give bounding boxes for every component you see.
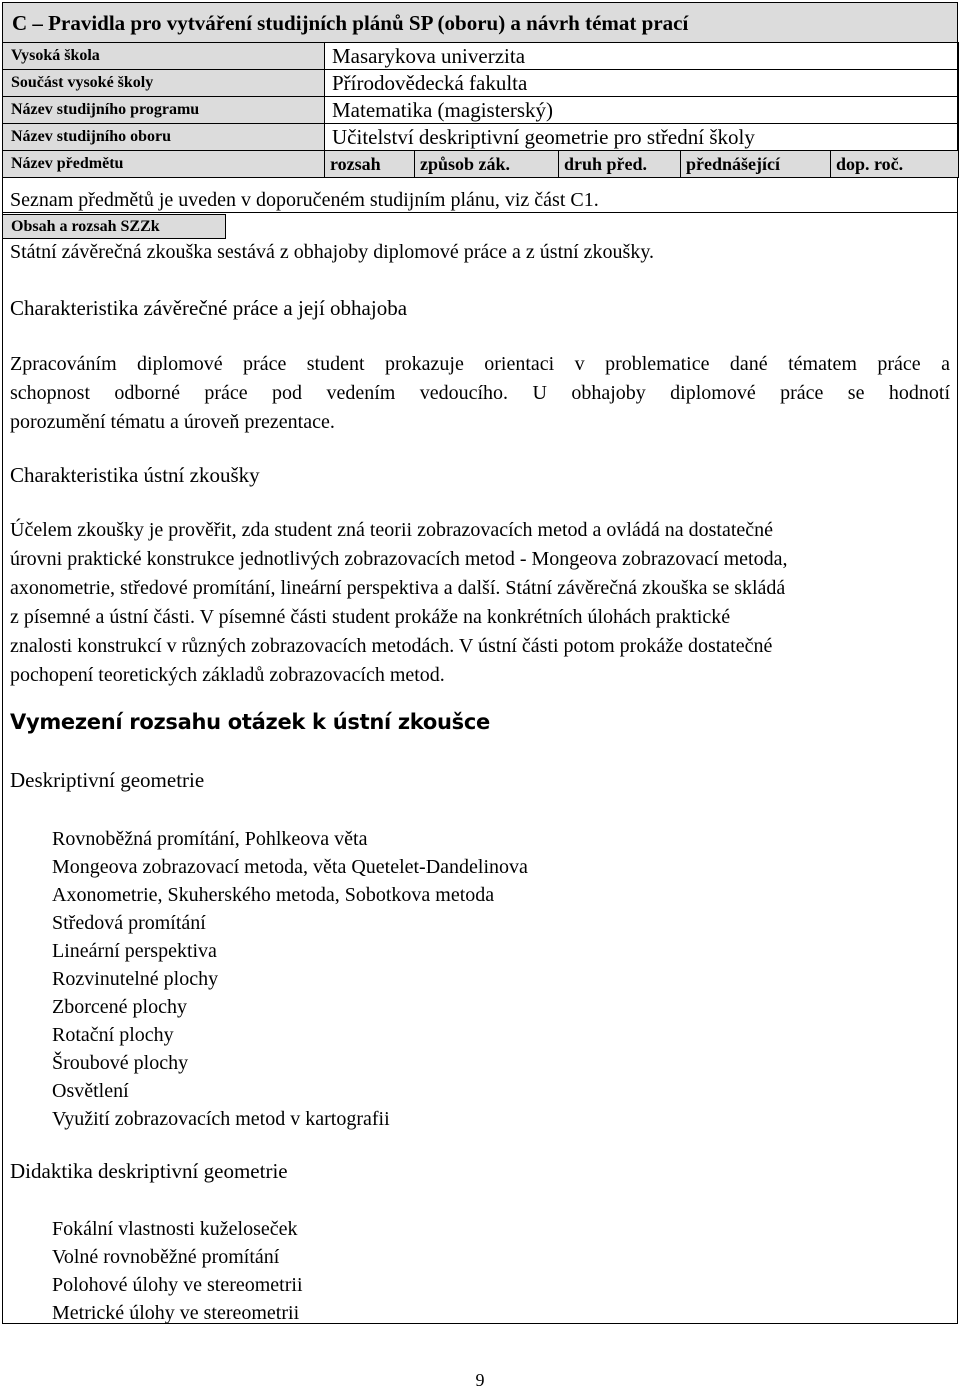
divider: [2, 212, 958, 213]
dg-topic-list: [52, 825, 528, 1133]
szzk-text: Státní závěrečná zkouška sestává z obhajoby diplomové práce a z ústní zkoušky.: [10, 241, 655, 263]
paragraph-line: Účelem zkoušky je prověřit, zda student zná teorii zobrazovacích metod a ovládá na dostatečné: [10, 519, 774, 541]
info-label: Název studijního programu: [3, 97, 325, 124]
paragraph-line: Zpracováním diplomové práce student prokazuje orientaci v problematice dané tématem práce a: [10, 353, 950, 375]
list-item: Zborcené plochy: [52, 996, 187, 1018]
list-item: Rozvinutelné plochy: [52, 968, 219, 990]
paragraph-line: úrovni praktické konstrukce jednotlivých zobrazovacích metod - Mongeova zobrazovací metoda,: [10, 548, 788, 570]
didactics-topic-list: [52, 1215, 303, 1327]
info-value: Masarykova univerzita: [325, 43, 959, 70]
page-number: 9: [475, 1370, 485, 1390]
oral-heading: Charakteristika ústní zkoušky: [10, 463, 260, 487]
list-item: Rotační plochy: [52, 1024, 174, 1046]
subject-label: Název předmětu: [3, 151, 325, 178]
subject-note: Seznam předmětů je uveden v doporučeném studijním plánu, viz část C1.: [10, 189, 599, 211]
subject-header-row: [3, 151, 959, 178]
szzk-badge: Obsah a rozsah SZZk: [2, 214, 226, 239]
list-item: Mongeova zobrazovací metoda, věta Quetelet-Dandelinova: [52, 856, 528, 878]
list-item: Rovnoběžná promítání, Pohlkeova věta: [52, 828, 368, 850]
section-title: C – Pravidla pro vytváření studijních plánů SP (oboru) a návrh témat prací: [2, 2, 958, 43]
subject-col-type: druh před.: [559, 151, 681, 178]
list-item: Využití zobrazovacích metod v kartografii: [52, 1108, 390, 1130]
list-item: Axonometrie, Skuherského metoda, Sobotkova metoda: [52, 884, 495, 906]
info-value: Učitelství deskriptivní geometrie pro střední školy: [325, 124, 959, 151]
thesis-heading: Charakteristika závěrečné práce a její obhajoba: [10, 296, 408, 320]
paragraph-line: porozumění tématu a úroveň prezentace.: [10, 411, 335, 433]
subject-col-completion: způsob zák.: [415, 151, 559, 178]
paragraph-line: pochopení teoretických základů zobrazovacích metod.: [10, 664, 445, 686]
paragraph-line: schopnost odborné práce pod vedením vedoucího. U obhajoby diplomové práce se hodnotí: [10, 382, 950, 404]
scope-heading: Vymezení rozsahu otázek k ústní zkoušce: [10, 710, 490, 734]
info-row-programme: [3, 97, 959, 124]
didactics-heading: Didaktika deskriptivní geometrie: [10, 1159, 288, 1183]
paragraph-line: znalosti konstrukcí v různých zobrazovacích metodách. V ústní části potom prokáže dostatečné: [10, 635, 773, 657]
info-row-field: [3, 124, 959, 151]
subject-col-scope: rozsah: [325, 151, 415, 178]
info-table: [2, 42, 959, 178]
list-item: Volné rovnoběžné promítání: [52, 1246, 280, 1268]
info-value: Matematika (magisterský): [325, 97, 959, 124]
list-item: Lineární perspektiva: [52, 940, 217, 962]
info-label: Vysoká škola: [3, 43, 325, 70]
list-item: Šroubové plochy: [52, 1052, 189, 1074]
list-item: Metrické úlohy ve stereometrii: [52, 1302, 300, 1324]
info-row-school: [3, 43, 959, 70]
thesis-paragraph: [10, 350, 950, 437]
info-row-faculty: [3, 70, 959, 97]
info-value: Přírodovědecká fakulta: [325, 70, 959, 97]
dg-heading: Deskriptivní geometrie: [10, 768, 205, 792]
info-label: Součást vysoké školy: [3, 70, 325, 97]
subject-col-year: dop. roč.: [831, 151, 959, 178]
subject-col-lecturer: přednášející: [681, 151, 831, 178]
list-item: Polohové úlohy ve stereometrii: [52, 1274, 303, 1296]
list-item: Fokální vlastnosti kuželoseček: [52, 1218, 298, 1240]
paragraph-line: axonometrie, středové promítání, lineární perspektiva a další. Státní závěrečná zkouška se skládá: [10, 577, 786, 599]
oral-paragraph: [10, 516, 950, 690]
info-label: Název studijního oboru: [3, 124, 325, 151]
list-item: Středová promítání: [52, 912, 206, 934]
list-item: Osvětlení: [52, 1080, 129, 1102]
paragraph-line: z písemné a ústní části. V písemné části student prokáže na konkrétních úlohách praktické: [10, 606, 731, 628]
